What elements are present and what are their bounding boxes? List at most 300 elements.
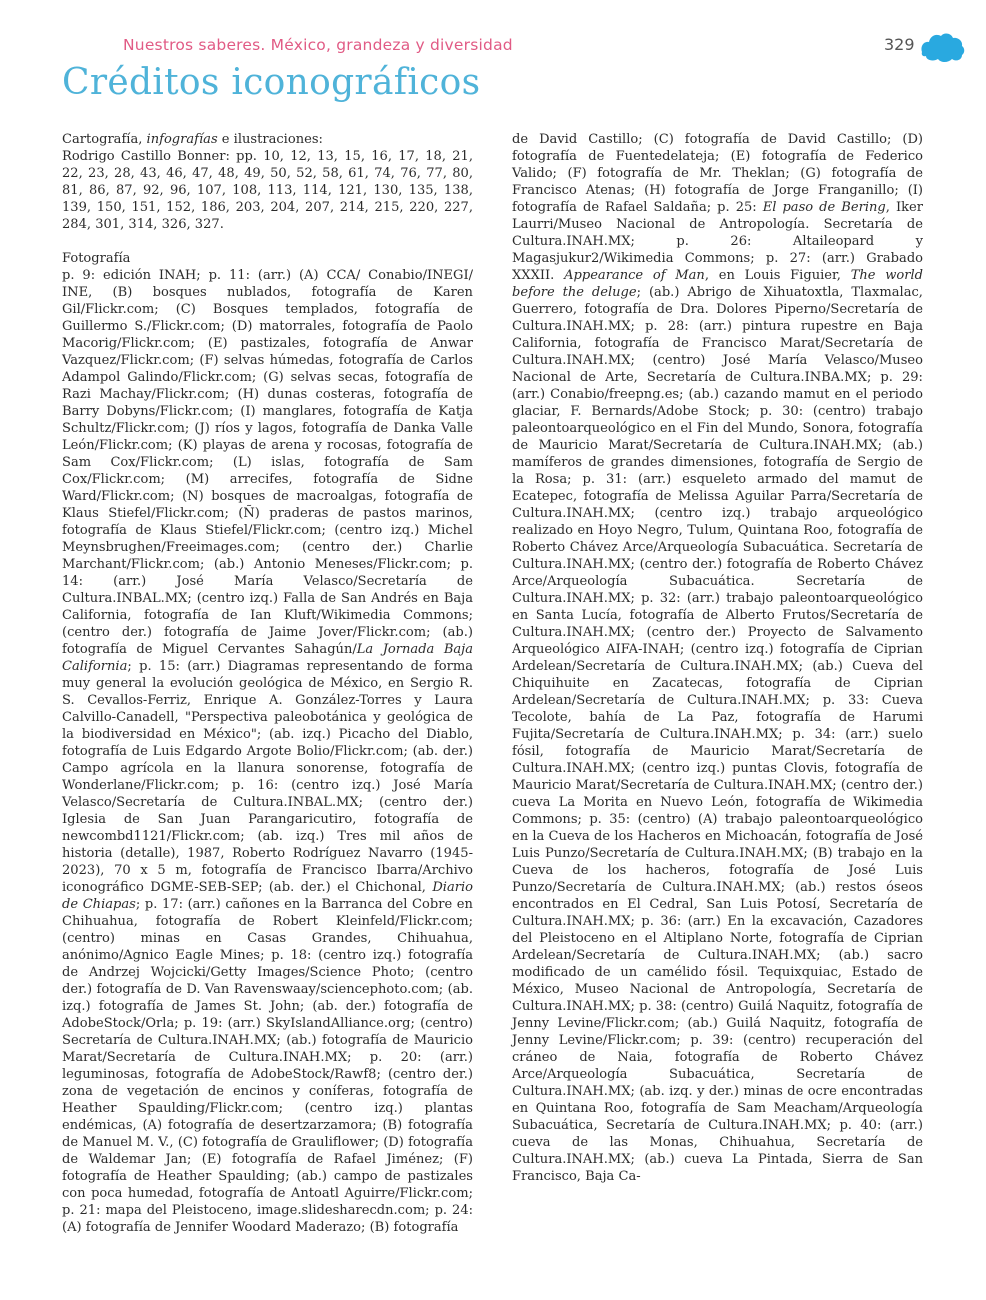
fotografia-text: de [643,710,660,725]
fotografia-text: Levine/Flickr.com; [558,1033,681,1048]
fotografia-text: de [906,965,923,980]
fotografia-text: izq. [669,1084,693,1099]
fotografia-text [723,931,730,946]
fotografia-italic-title [643,268,653,283]
fotografia-text [595,1050,617,1065]
fotografia-text: dimensiones, [670,455,758,470]
fotografia-text: camélido [646,965,707,980]
fotografia-text [732,285,740,300]
fotografia-text: de [748,183,765,198]
fotografia-text: cazando [723,387,779,402]
fotografia-text [598,438,608,453]
fotografia-text [761,1016,769,1031]
fotografia-italic-title [876,268,886,283]
fotografia-text: de [713,1101,730,1116]
fotografia-text: trabajo [726,591,774,606]
fotografia-text [803,659,812,674]
fotografia-text [874,234,915,249]
fotografia-italic-title: El [762,200,777,215]
fotografia-text [635,506,655,521]
fotografia-text: Harumi [872,710,924,725]
fotografia-text: Aguilar [735,489,784,504]
fotografia-text: Subacuática. [669,574,755,589]
fotografia-text [749,744,771,759]
fotografia-text: de [761,1050,778,1065]
fotografia-text [635,625,647,640]
fotografia-text [716,370,725,385]
fotografia-text: fotografía [726,557,792,572]
fotografia-text [767,336,780,351]
fotografia-text [524,472,535,487]
fotografia-text: Luis [895,863,923,878]
fotografia-text [602,217,616,232]
fotografia-text: Cultura.INAH.MX; [759,438,883,453]
fotografia-text: de [699,982,716,997]
fotografia-text: Cueva [881,693,924,708]
fotografia-text [755,251,766,266]
fotografia-text: de [906,761,923,776]
fotografia-text [604,149,615,164]
fotografia-text [821,948,839,963]
fotografia-text [626,710,644,725]
fotografia-text: hacheros, [645,863,710,878]
fotografia-text: Secretaría [796,574,866,589]
fotografia-text: Paz, [711,710,739,725]
fotografia-text: de [663,846,680,861]
fotografia-text [624,727,634,742]
fotografia-text [893,659,902,674]
fotografia-text: Mr. [699,166,722,181]
fotografia-text [710,863,729,878]
fotografia-text: Fin [696,421,719,436]
fotografia-text [582,336,595,351]
fotografia-text: del [818,472,839,487]
fotografia-text: de [837,149,854,164]
fotografia-text: fotografía [684,132,750,147]
fotografia-text [528,132,539,147]
fotografia-text: de [672,166,689,181]
fotografia-text: óseos [886,880,923,895]
fotografia-text [690,761,697,776]
fotografia-text [703,795,711,810]
fotografia-text: p. [645,319,658,334]
fotografia-text: Cultura.INAH.MX; [686,693,810,708]
fotografia-text: Cultura.INAH.MX; [512,353,635,368]
fotografia-text: Mauricio [690,744,750,759]
fotografia-text: 28: [667,319,689,334]
fotografia-text [641,285,649,300]
fotografia-text: Nuevo [660,795,703,810]
fotografia-text: Tecolote, [512,710,572,725]
fotografia-text: fotografía [565,744,631,759]
fotografia-text: el [680,421,693,436]
section-gap [62,233,473,250]
fotografia-text [588,1135,609,1150]
fotografia-text: en [704,829,722,844]
fotografia-text [627,1067,669,1082]
fotografia-text [896,472,907,487]
fotografia-text: mamíferos [512,455,583,470]
fotografia-text: México, [512,982,564,997]
fotografia-text: 33: [847,693,869,708]
fotografia-text: Ciprian [873,931,924,946]
fotografia-text: de [906,302,924,317]
fotografia-text: der.) [705,625,737,640]
fotografia-text [795,1135,816,1150]
fotografia-text: fotografía [729,863,795,878]
fotografia-text: Roo, [803,523,833,538]
fotografia-text: de [512,438,529,453]
fotografia-text [826,132,837,147]
fotografia-text: Arce/Arqueología [512,574,628,589]
fotografia-text: p. [759,404,773,419]
fotografia-italic-title: of [652,268,666,283]
fotografia-text: Secretaría [833,540,903,555]
fotografia-text [826,1016,834,1031]
fotografia-text: fotografía [583,489,649,504]
cartografia-heading [62,131,473,148]
fotografia-text [854,149,865,164]
fotografia-text: fotografía [837,999,903,1014]
fotografia-text [821,710,839,725]
fotografia-text [572,472,583,487]
fotografia-text: Commons; [512,812,582,827]
fotografia-text [698,1135,719,1150]
page-title: Créditos iconográficos [62,62,481,103]
fotografia-text: de [655,489,672,504]
fotografia-text [842,965,852,980]
fotografia-text: p. [765,251,779,266]
fotografia-text: fotografía [761,149,827,164]
fotografia-text: Pintada, [757,1152,813,1167]
fotografia-text [577,489,584,504]
fotografia-text: (centro) [812,404,866,419]
fotografia-text: restos [835,880,877,895]
fotografia-text [876,863,895,878]
fotografia-italic-title [666,268,676,283]
fotografia-text [834,625,846,640]
fotografia-text: de [512,132,529,147]
fotografia-text: 31: [606,472,628,487]
fotografia-text [635,183,644,198]
fotografia-text [718,1016,726,1031]
fotografia-text [694,608,702,623]
fotografia-text: Arte, [605,370,638,385]
fotografia-text [741,370,750,385]
fotografia-text: (arr.) [698,319,732,334]
fotografia-text: paleontoarqueológico [779,812,923,827]
fotografia-text [571,370,580,385]
fotografia-text: cueva [512,795,551,810]
fotografia-text [755,574,797,589]
fotografia-text: Figuier, [790,268,841,283]
fotografia-text: los [614,829,634,844]
fotografia-text [817,506,837,521]
fotografia-text: en [718,268,735,283]
fotografia-text: Marat/Secretaría [608,438,723,453]
fotografia-text: (centro [639,557,688,572]
fotografia-text [821,897,830,912]
fotografia-text: Secretaría [823,217,893,232]
fotografia-text: Francisco [512,183,577,198]
fotografia-text: Cultura.INAH.MX; [512,1152,635,1167]
fotografia-text: Marat/Secretaría [575,778,690,793]
fotografia-text [589,676,612,691]
fotografia-text [865,1067,907,1082]
fotografia-text: Cultura.INAH.MX; [512,761,635,776]
fotografia-text [628,1135,649,1150]
fotografia-text: Chávez [569,540,618,555]
fotografia-text [703,1033,713,1048]
fotografia-text: Luis [512,846,540,861]
fotografia-text [796,1033,806,1048]
fotografia-text: Cultura.INBA.MX; [750,370,872,385]
fotografia-text: paleontoarqueológico [779,591,923,606]
fotografia-text: pintura [742,319,791,334]
fotografia-text: (centro) [652,353,706,368]
fotografia-italic-title [555,285,563,300]
fotografia-text: Tulum, [687,523,734,538]
fotografia-text: de [906,897,923,912]
fotografia-text: de [834,455,851,470]
fotografia-text: El [627,897,641,912]
fotografia-text: (centro) [637,812,691,827]
fotografia-text: Mundo, [747,421,799,436]
fotografia-text: La [558,795,576,810]
fotografia-text [878,727,888,742]
fotografia-text [544,744,566,759]
fotografia-text: Cultura.INAH.MX; [512,557,635,572]
fotografia-text: de [906,217,923,232]
fotografia-text: de [594,965,611,980]
fotografia-text: , [885,200,890,215]
fotografia-text [736,625,748,640]
fotografia-text [731,897,740,912]
fotografia-text [577,132,588,147]
fotografia-text [791,319,801,334]
fotografia-text: de [838,710,855,725]
fotografia-text [765,183,774,198]
fotografia-text [689,234,730,249]
fotografia-text: Ca- [618,1169,641,1184]
fotografia-text: de [582,200,600,215]
fotografia-text [673,251,684,266]
fotografia-text [694,625,706,640]
fotografia-text [751,234,792,249]
fotografia-text: cueva [684,1152,723,1167]
fotografia-text [680,948,698,963]
fotografia-text: Roberto [817,557,871,572]
fotografia-text: la [751,914,764,929]
fotografia-text: (ab.) [812,659,843,674]
fotografia-text [751,506,771,521]
fotografia-text: 26: [730,234,752,249]
fotografia-text: Secretaría [796,1067,866,1082]
fotografia-text: Baja [893,319,923,334]
fotografia-text [628,795,636,810]
fotografia-text [635,319,645,334]
fotografia-text [634,1101,641,1116]
fotografia-text: de [796,557,813,572]
fotografia-text [767,302,774,317]
fotografia-text: Cultura.INAH.MX; [713,778,837,793]
fotografia-text: de [906,472,923,487]
fotografia-text: cráneo [512,1050,558,1065]
fotografia-text: Arce/Arqueología [512,1067,628,1082]
fotografia-text [691,812,698,827]
fotografia-text: Nacional [512,370,571,385]
fotografia-text: izq.) [744,642,774,657]
fotografia-text: Guilá [726,1016,762,1031]
fotografia-text: Stock; [708,404,750,419]
fotografia-text: la [532,829,545,844]
fotografia-text: (ab.) [892,438,923,453]
fotografia-text: armado [757,472,808,487]
fotografia-text: izq.) [721,506,751,521]
fotografia-text: del [722,421,744,436]
fotografia-text [577,149,588,164]
fotografia-text: (arr.) [821,251,856,266]
fotografia-text: de [656,302,673,317]
fotografia-text [675,1152,684,1167]
fotografia-text: periodo [872,387,923,402]
fotografia-text: Ciprian [873,676,923,691]
fotografia-text: Cultura.INAH.MX; [512,506,635,521]
fotografia-text: del [902,1033,923,1048]
fotografia-text: fotografía [858,421,924,436]
fotografia-text: AIFA-INAH; [606,642,685,657]
fotografia-text: mamut [783,387,830,402]
fotografia-text: Cultura.INAH.MX; [684,846,808,861]
fotografia-text [598,1118,606,1133]
fotografia-text [660,336,673,351]
fotografia-text [810,693,823,708]
fotografia-text: de [739,285,756,300]
fotografia-text [893,370,902,385]
fotografia-text: Hacheros [637,829,701,844]
fotografia-text: Francisco [701,336,767,351]
fotografia-text: Sergio [857,455,901,470]
fotografia-text [885,744,907,759]
fotografia-text: fotografía [831,166,897,181]
fotografia-text: los [607,863,627,878]
fotografia-text [658,319,668,334]
fotografia-text: fotografía [674,1050,740,1065]
fotografia-text: Cultura.INAH.MX; [512,999,635,1014]
fotografia-text: recuperación [805,1033,894,1048]
fotografia-text: 40: [860,1118,882,1133]
fotografia-text [635,1152,644,1167]
fotografia-text [735,268,745,283]
fotografia-text: Parra/Secretaría [790,489,901,504]
fotografia-text [572,710,590,725]
fotografia-text: fósil. [716,965,749,980]
fotografia-text: el [644,931,657,946]
fotografia-text [748,795,756,810]
fotografia-text: de [906,744,924,759]
fotografia-text [653,1050,675,1065]
running-head: Nuestros saberes. México, grandeza y diversidad [123,36,513,54]
fotografia-text: Valido; [512,166,557,181]
fotografia-text: (C) [653,132,674,147]
fotografia-text: glaciar, [512,404,561,419]
fotografia-text: Dolores [716,302,768,317]
fotografia-text: encontrados [512,897,594,912]
fotografia-text [557,166,568,181]
fotografia-text [867,931,874,946]
fotografia-text: (ab.) [644,1152,675,1167]
fotografia-italic-title: Man [675,268,705,283]
fotografia-text [778,251,789,266]
fotografia-text: p. [676,234,689,249]
fotografia-text: fotografía [835,761,901,776]
fotografia-text: Antropología, [726,982,817,997]
fotografia-text: en [512,1101,529,1116]
fotografia-text [674,693,687,708]
fotografia-text [705,353,723,368]
fotografia-text: Cultura.INAH.MX; [697,948,821,963]
fotografia-text: de [834,676,851,691]
fotografia-text [749,438,759,453]
fotografia-text: Grabado [866,251,924,266]
fotografia-text: de [579,1050,596,1065]
fotografia-text [681,1033,691,1048]
fotografia-text: de [906,455,923,470]
fotografia-text: de [906,1016,923,1031]
fotografia-text: Cultura.INAH.MX; [512,1084,635,1099]
fotografia-text: (centro [840,778,889,793]
fotografia-text [750,353,768,368]
fotografia-text [778,1050,800,1065]
fotografia-text [645,659,654,674]
fotografia-text: Ardelean/Secretaría [512,659,646,674]
fotografia-text: Altiplano [663,931,724,946]
fotografia-text: Santa [535,608,574,623]
fotografia-italic-title: paso [782,200,814,215]
fotografia-text: Naquitz, [777,999,834,1014]
fotografia-text [666,183,675,198]
fotografia-text: La [732,1152,749,1167]
fotografia-text [893,1033,903,1048]
fotografia-text [551,795,559,810]
fotografia-text [689,166,700,181]
fotografia-text: fotografía [594,336,660,351]
fotografia-italic-title: deluge [591,285,637,300]
fotografia-text: Cueva [852,659,894,674]
fotografia-text: Cueva [548,829,590,844]
fotografia-text: Dra. [680,302,709,317]
fotografia-text [577,183,586,198]
fotografia-text: Cueva [512,863,554,878]
fotografia-text [805,727,815,742]
fotografia-text [900,761,907,776]
page-number: 329 [884,35,915,54]
fotografia-text: 34: [814,727,836,742]
fotografia-text: fotografía [756,710,822,725]
fotografia-text: y [915,234,924,249]
fotografia-text: fotografía [641,1101,706,1116]
cartografia-heading-post: e ilustraciones: [217,132,323,147]
fotografia-text: de [654,659,671,674]
fotografia-text: de [906,574,924,589]
fotografia-text [807,472,818,487]
fotografia-text: Estado [851,965,898,980]
fotografia-italic-title: before [512,285,555,300]
fotografia-text: Abrigo [687,285,732,300]
fotografia-text: mamut [849,472,896,487]
fotografia-text [709,268,719,283]
fotografia-text: Arqueológico [512,642,600,657]
